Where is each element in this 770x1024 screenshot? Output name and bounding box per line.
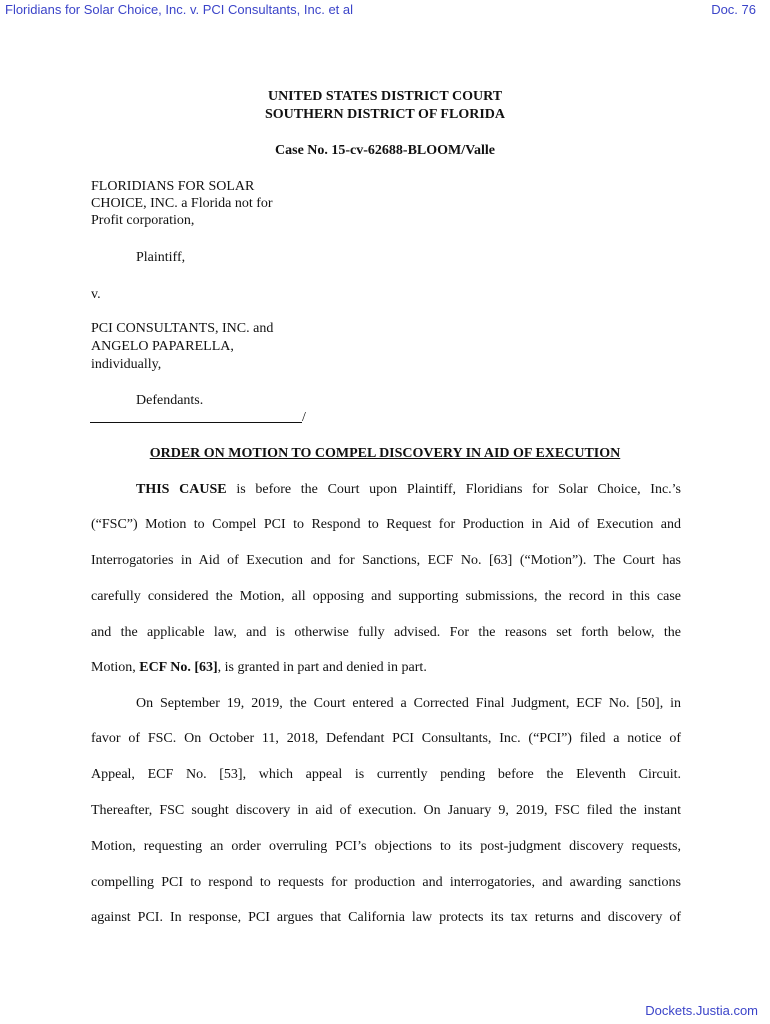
body-text-line — [91, 660, 681, 676]
defendant-label: Defendants. — [136, 393, 204, 408]
defendant-name-line: PCI CONSULTANTS, INC. and — [91, 321, 274, 336]
body-text-fragment: Motion, — [91, 660, 140, 675]
plaintiff-name-line: FLORIDIANS FOR SOLAR — [91, 179, 255, 194]
body-text-fragment: , is granted in part and denied in part. — [217, 660, 427, 675]
caption-rule — [90, 408, 302, 423]
body-text-line — [91, 482, 681, 498]
body-text-line: Thereafter, FSC sought discovery in aid of execution. On January 9, 2019, FSC filed the instant — [91, 803, 681, 818]
case-title-link[interactable]: Floridians for Solar Choice, Inc. v. PCI Consultants, Inc. et al — [5, 2, 354, 17]
body-text-line: compelling PCI to respond to requests for production and interrogatories, and awarding sanctions — [91, 875, 681, 890]
this-cause-lead: THIS CAUSE — [136, 482, 227, 497]
body-text-line: Motion, requesting an order overruling PCI’s objections to its post-judgment discovery requests, — [91, 839, 681, 854]
body-text-fragment: is before the Court upon Plaintiff, Floridians for Solar Choice, Inc.’s — [226, 482, 681, 497]
caption-slash: / — [302, 410, 306, 425]
court-name: UNITED STATES DISTRICT COURT — [267, 89, 503, 104]
doc-number: Doc. 76 — [711, 2, 756, 17]
defendant-name-line: ANGELO PAPARELLA, — [91, 339, 234, 354]
plaintiff-name-line: Profit corporation, — [91, 213, 195, 228]
plaintiff-label: Plaintiff, — [136, 250, 186, 265]
body-text-line: against PCI. In response, PCI argues that California law protects its tax returns and discovery of — [91, 910, 681, 925]
plaintiff-name-line: CHOICE, INC. a Florida not for — [91, 196, 273, 211]
order-title: ORDER ON MOTION TO COMPEL DISCOVERY IN AID OF EXECUTION — [149, 446, 621, 461]
body-text-line: carefully considered the Motion, all opposing and supporting submissions, the record in this case — [91, 589, 681, 604]
body-text-line: favor of FSC. On October 11, 2018, Defendant PCI Consultants, Inc. (“PCI”) filed a notice of — [91, 731, 681, 746]
court-district: SOUTHERN DISTRICT OF FLORIDA — [265, 107, 505, 122]
body-text-line: Interrogatories in Aid of Execution and for Sanctions, ECF No. [63] (“Motion”). The Court has — [91, 553, 681, 568]
defendant-name-line: individually, — [91, 357, 162, 372]
body-text-line: (“FSC”) Motion to Compel PCI to Respond to Request for Production in Aid of Execution and — [91, 517, 681, 532]
body-text-line: Appeal, ECF No. [53], which appeal is currently pending before the Eleventh Circuit. — [91, 767, 681, 782]
versus-label: v. — [91, 287, 101, 302]
document-header-bar — [0, 0, 770, 22]
ecf-reference: ECF No. [63] — [139, 660, 218, 675]
body-text-line: On September 19, 2019, the Court entered a Corrected Final Judgment, ECF No. [50], in — [136, 696, 681, 711]
case-number: Case No. 15-cv-62688-BLOOM/Valle — [275, 143, 495, 158]
body-text-line: and the applicable law, and is otherwise fully advised. For the reasons set forth below, the — [91, 625, 681, 640]
dockets-justia-link[interactable]: Dockets.Justia.com — [645, 1003, 758, 1018]
